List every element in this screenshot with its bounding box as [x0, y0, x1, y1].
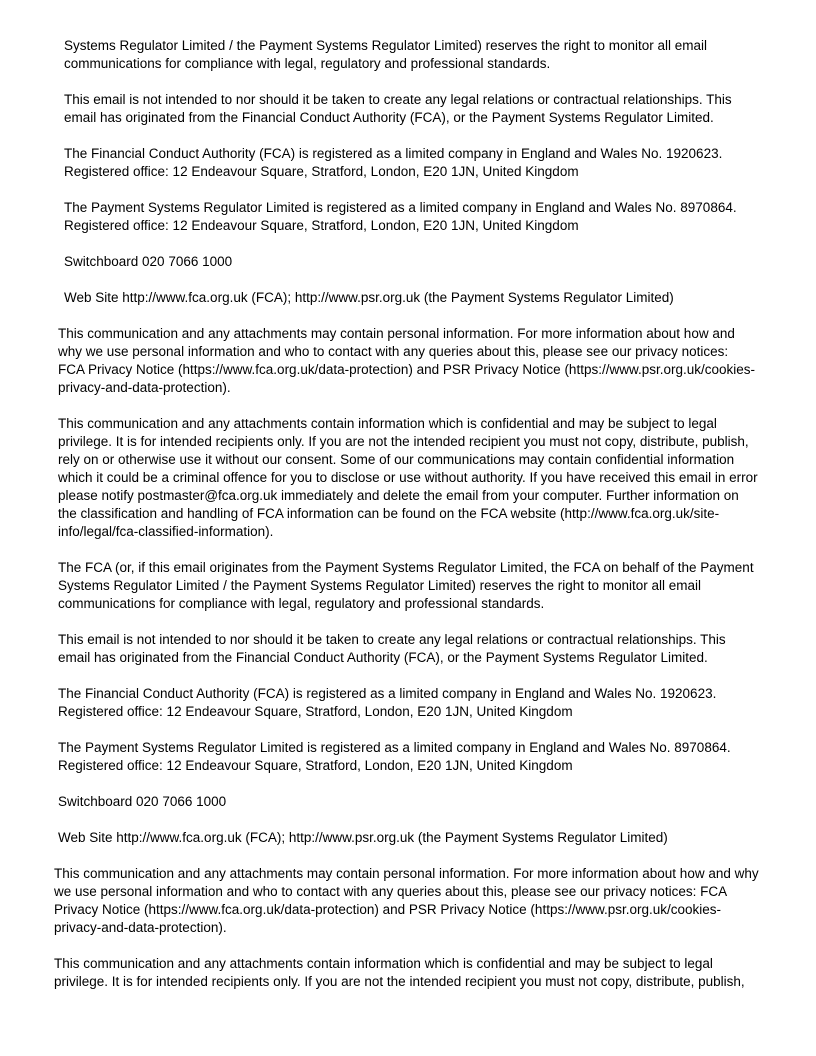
quoted-email-block-deepest — [64, 37, 756, 307]
switchboard-line: Switchboard 020 7066 1000 — [58, 794, 227, 809]
legal-relations-notice: This email is not intended to nor should it be taken to create any legal relations or contractual relationships. This email has originated from the Financial Conduct Authority (FCA), or the Payment Systems Regulator Limited. — [64, 92, 732, 125]
monitoring-notice-fragment: Systems Regulator Limited / the Payment Systems Regulator Limited) reserves the right to monitor all email communications for compliance with legal, regulatory and professional standards. — [64, 38, 708, 71]
psr-registration-details: The Payment Systems Regulator Limited is registered as a limited company in England and Wales No. 8970864. Registered office: 12 Endeavour Square, Stratford, London, E20 1JN, United Kingdom — [64, 200, 737, 233]
confidentiality-notice: This communication and any attachments contain information which is confidential and may be subject to legal privilege. It is for intended recipients only. If you are not the intended recipient you must not copy, distribute, publish, rely on or otherwise use it without our consent. Some of our communications may contain confidential information which it could be a criminal offence for you to disclose or use without authority. If you have received this email in error please notify postmaster@fca.org.uk immediately and delete the email from your computer. Further information on the classification and handling of FCA information can be found on the FCA website (http://www.fca.org.uk/site-info/legal/fca-classified-information). — [58, 416, 758, 539]
monitoring-notice: The FCA (or, if this email originates from the Payment Systems Regulator Limited, the FCA on behalf of the Payment Systems Regulator Limited / the Payment Systems Regulator Limited) reserves the right to monitor all email communications for compliance with legal, regulatory and professional standards. — [58, 560, 754, 611]
privacy-notice: This communication and any attachments may contain personal information. For more information about how and why we use personal information and who to contact with any queries about this, please see our privacy notices: FCA Privacy Notice (https://www.fca.org.uk/data-protection) and PSR Privacy Notice (https://www.psr.org.uk/cookies-privacy-and-data-protection). — [58, 326, 756, 395]
legal-relations-notice: This email is not intended to nor should it be taken to create any legal relations or contractual relationships. This email has originated from the Financial Conduct Authority (FCA), or the Payment Systems Regulator Limited. — [58, 632, 726, 665]
website-line: Web Site http://www.fca.org.uk (FCA); http://www.psr.org.uk (the Payment Systems Regulator Limited) — [64, 290, 674, 305]
email-disclaimer-block-outer — [54, 865, 760, 991]
fca-registration-details: The Financial Conduct Authority (FCA) is registered as a limited company in England and Wales No. 1920623. Registered office: 12 Endeavour Square, Stratford, London, E20 1JN, United Kingdom — [64, 146, 723, 179]
confidentiality-notice-truncated: This communication and any attachments contain information which is confidential and may be subject to legal privilege. It is for intended recipients only. If you are not the intended recipient you must not copy, distribute, publish, — [54, 956, 745, 989]
switchboard-line: Switchboard 020 7066 1000 — [64, 254, 233, 269]
website-line: Web Site http://www.fca.org.uk (FCA); http://www.psr.org.uk (the Payment Systems Regulator Limited) — [58, 830, 668, 845]
privacy-notice: This communication and any attachments may contain personal information. For more information about how and why we use personal information and who to contact with any queries about this, please see our privacy notices: FCA Privacy Notice (https://www.fca.org.uk/data-protection) and PSR Privacy Notice (https://www.psr.org.uk/cookies-privacy-and-data-protection). — [54, 866, 759, 935]
fca-registration-details: The Financial Conduct Authority (FCA) is registered as a limited company in England and Wales No. 1920623. Registered office: 12 Endeavour Square, Stratford, London, E20 1JN, United Kingdom — [58, 686, 717, 719]
psr-registration-details: The Payment Systems Regulator Limited is registered as a limited company in England and Wales No. 8970864. Registered office: 12 Endeavour Square, Stratford, London, E20 1JN, United Kingdom — [58, 740, 731, 773]
quoted-email-block-middle — [58, 325, 758, 847]
